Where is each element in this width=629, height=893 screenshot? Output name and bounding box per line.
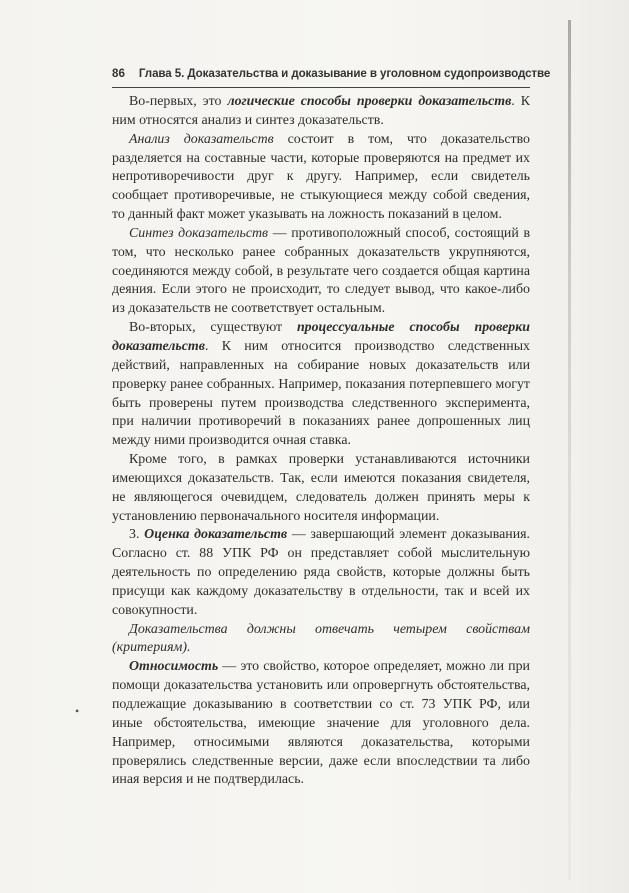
term: Анализ доказательств [129,131,274,147]
text-run: — завершающий элемент доказывания. Согласно ст. 88 УПК РФ он представляет собой мыслительную деятельность по определению ряда свойств, которые должны быть присущи как каждому доказательству в отдельности, так и всей их совокупности. [112,527,531,618]
page-edge-shadow [573,0,629,893]
text-run: состоит в том, что доказательство разделяется на составные части, которые проверяются на предмет их непротиворечивости друг к другу. Например, если свидетель сообщает противоречивые, не стыкующиеся между собой сведения, то данный факт может указывать на ложность показаний в целом. [112,131,530,223]
emphasis: логические способы проверки доказательств [227,94,512,109]
paragraph-1 [112,93,530,131]
paragraph-3 [112,225,530,319]
page-body [112,93,530,790]
text-run: — это свойство, которое определяет, можно ли при помощи доказательства установить или опровергнуть обстоятельства, подлежащие доказыванию в соответствии со ст. 73 УПК РФ, или иные обстоятельства, имеющие значение для уголовного дела. Например, относимыми являются доказательства, которыми проверялись следственные версии, даже если впоследствии та либо иная версия и не подтвердилась. [112,659,530,788]
term: Синтез доказательств [129,225,269,241]
margin-mark: • [75,704,80,718]
text-run: Во-первых, это [129,94,228,109]
text-run: . К ним относятся анализ и синтез доказательств. [112,94,530,128]
text-run: 3. [129,527,145,543]
running-header [112,67,551,88]
text-run: Во-вторых, существуют [129,320,297,336]
paragraph-7: Доказательства должны отвечать четырем свойствам (критериям). [112,621,530,656]
page-fold-line [568,20,571,880]
emphasis: Относимость [129,659,219,675]
paragraph-8 [112,658,530,790]
text-run: . К ним относится производство следственных действий, направленных на собирание новых доказательств или проверку ранее собранных. Например, показания потерпевшего могут быть проверены путем производства следственного эксперимента, при наличии противоречий в показаниях ранее допрошенных лиц между ними производится очная ставка. [112,338,530,449]
emphasis: Оценка доказательств [144,527,288,543]
chapter-title: Глава 5. Доказательства и доказывание в уголовном судопроизводстве [138,67,551,80]
text-run: — противоположный способ, состоящий в том, что несколько ранее собранных доказательств укрупняются, соединяются между собой, в результате чего создается общая картина деяния. Если этого не происходит, то следует вывод, что какое-либо из доказательств не соответствует остальным. [112,225,530,317]
page-number: 86 [112,67,125,80]
emphasis: процессуальные способы проверки доказательств [112,320,530,354]
paragraph-5: Кроме того, в рамках проверки устанавливаются источники имеющихся доказательств. Так, если имеются показания свидетеля, не являющегося очевидцем, следователь должен принять меры к установлению первоначального носителя информации. [112,452,530,524]
paragraph-4 [112,319,530,451]
paragraph-6 [112,526,530,620]
paragraph-2 [112,131,530,225]
